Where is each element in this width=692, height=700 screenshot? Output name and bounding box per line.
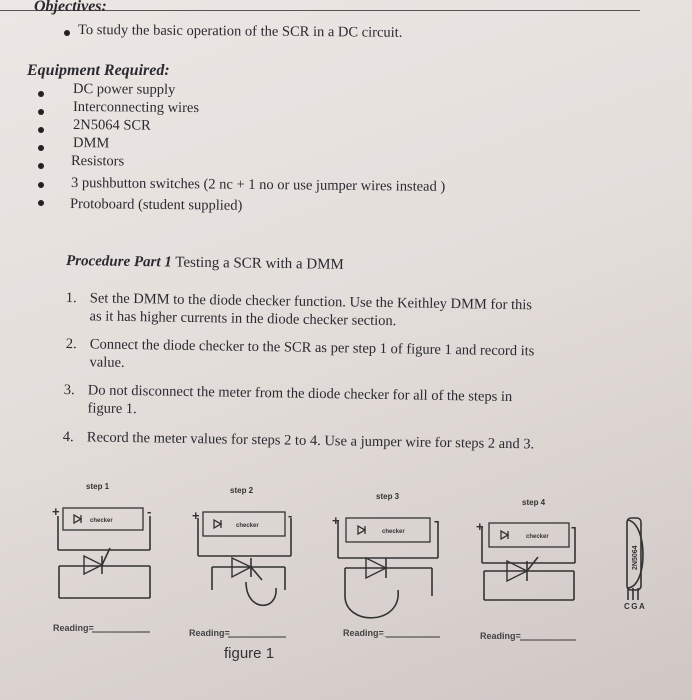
plus-sign: + [52, 504, 60, 519]
step-text-line2: figure 1. [87, 400, 137, 418]
equipment-item: 3 pushbutton switches (2 nc + 1 no or use jumper wires instead ) [70, 175, 446, 195]
step-text-line1: Do not disconnect the meter from the diode checker for all of the steps in [87, 382, 513, 406]
step-label: step 4 [522, 498, 546, 507]
equipment-item: 2N5064 SCR [72, 117, 151, 134]
step-text-line1: Connect the diode checker to the SCR as per step 1 of figure 1 and record its [89, 336, 535, 360]
step-text-line2: as it has higher currents in the diode checker section. [89, 308, 397, 330]
step-number: 3. [63, 381, 75, 399]
step-text-line1: Set the DMM to the diode checker function. Use the Keithley DMM for this [89, 290, 533, 314]
equipment-item: DMM [72, 135, 110, 152]
step-number: 4. [62, 428, 74, 446]
minus-sign: - [571, 519, 576, 534]
equipment-item: Interconnecting wires [72, 99, 200, 117]
reading-field[interactable]: Reading=________ [53, 623, 134, 633]
equipment-heading: Equipment Required: [27, 62, 170, 79]
reading-field[interactable]: Reading=________ [480, 631, 561, 641]
step-label: step 1 [86, 482, 110, 491]
step-text-line2: value. [89, 354, 125, 371]
equipment-item: Protoboard (student supplied) [69, 196, 243, 214]
equipment-item: Resistors [70, 153, 125, 170]
minus-sign: - [434, 513, 439, 528]
step-number: 1. [65, 289, 77, 307]
step-label: step 3 [376, 492, 400, 501]
checker-label: checker [90, 518, 113, 524]
procedure-title-rest: Testing a SCR with a DMM [171, 254, 344, 273]
reading-field[interactable]: Reading=________ [189, 628, 270, 638]
procedure-title-bold: Procedure Part 1 [65, 253, 172, 271]
plus-sign: + [192, 508, 200, 523]
minus-sign: - [288, 508, 293, 523]
minus-sign: - [147, 504, 152, 519]
checker-label: checker [382, 529, 405, 535]
figure-caption: figure 1 [224, 645, 275, 662]
checker-label: checker [526, 534, 549, 540]
package-part-number: 2N5064 [632, 545, 639, 570]
objectives-heading: Objectives: [34, 0, 107, 15]
equipment-item: DC power supply [72, 81, 176, 98]
checker-label: checker [236, 523, 259, 529]
objective-item: To study the basic operation of the SCR in a DC circuit. [77, 22, 403, 41]
reading-field[interactable]: Reading=________ [343, 628, 424, 638]
plus-sign: + [332, 513, 340, 528]
step-text-line1: Record the meter values for steps 2 to 4. Use a jumper wire for steps 2 and 3. [86, 429, 535, 453]
plus-sign: + [476, 519, 484, 534]
package-pin-labels: CGA [624, 602, 647, 611]
step-number: 2. [65, 335, 77, 353]
step-label: step 2 [230, 486, 254, 495]
